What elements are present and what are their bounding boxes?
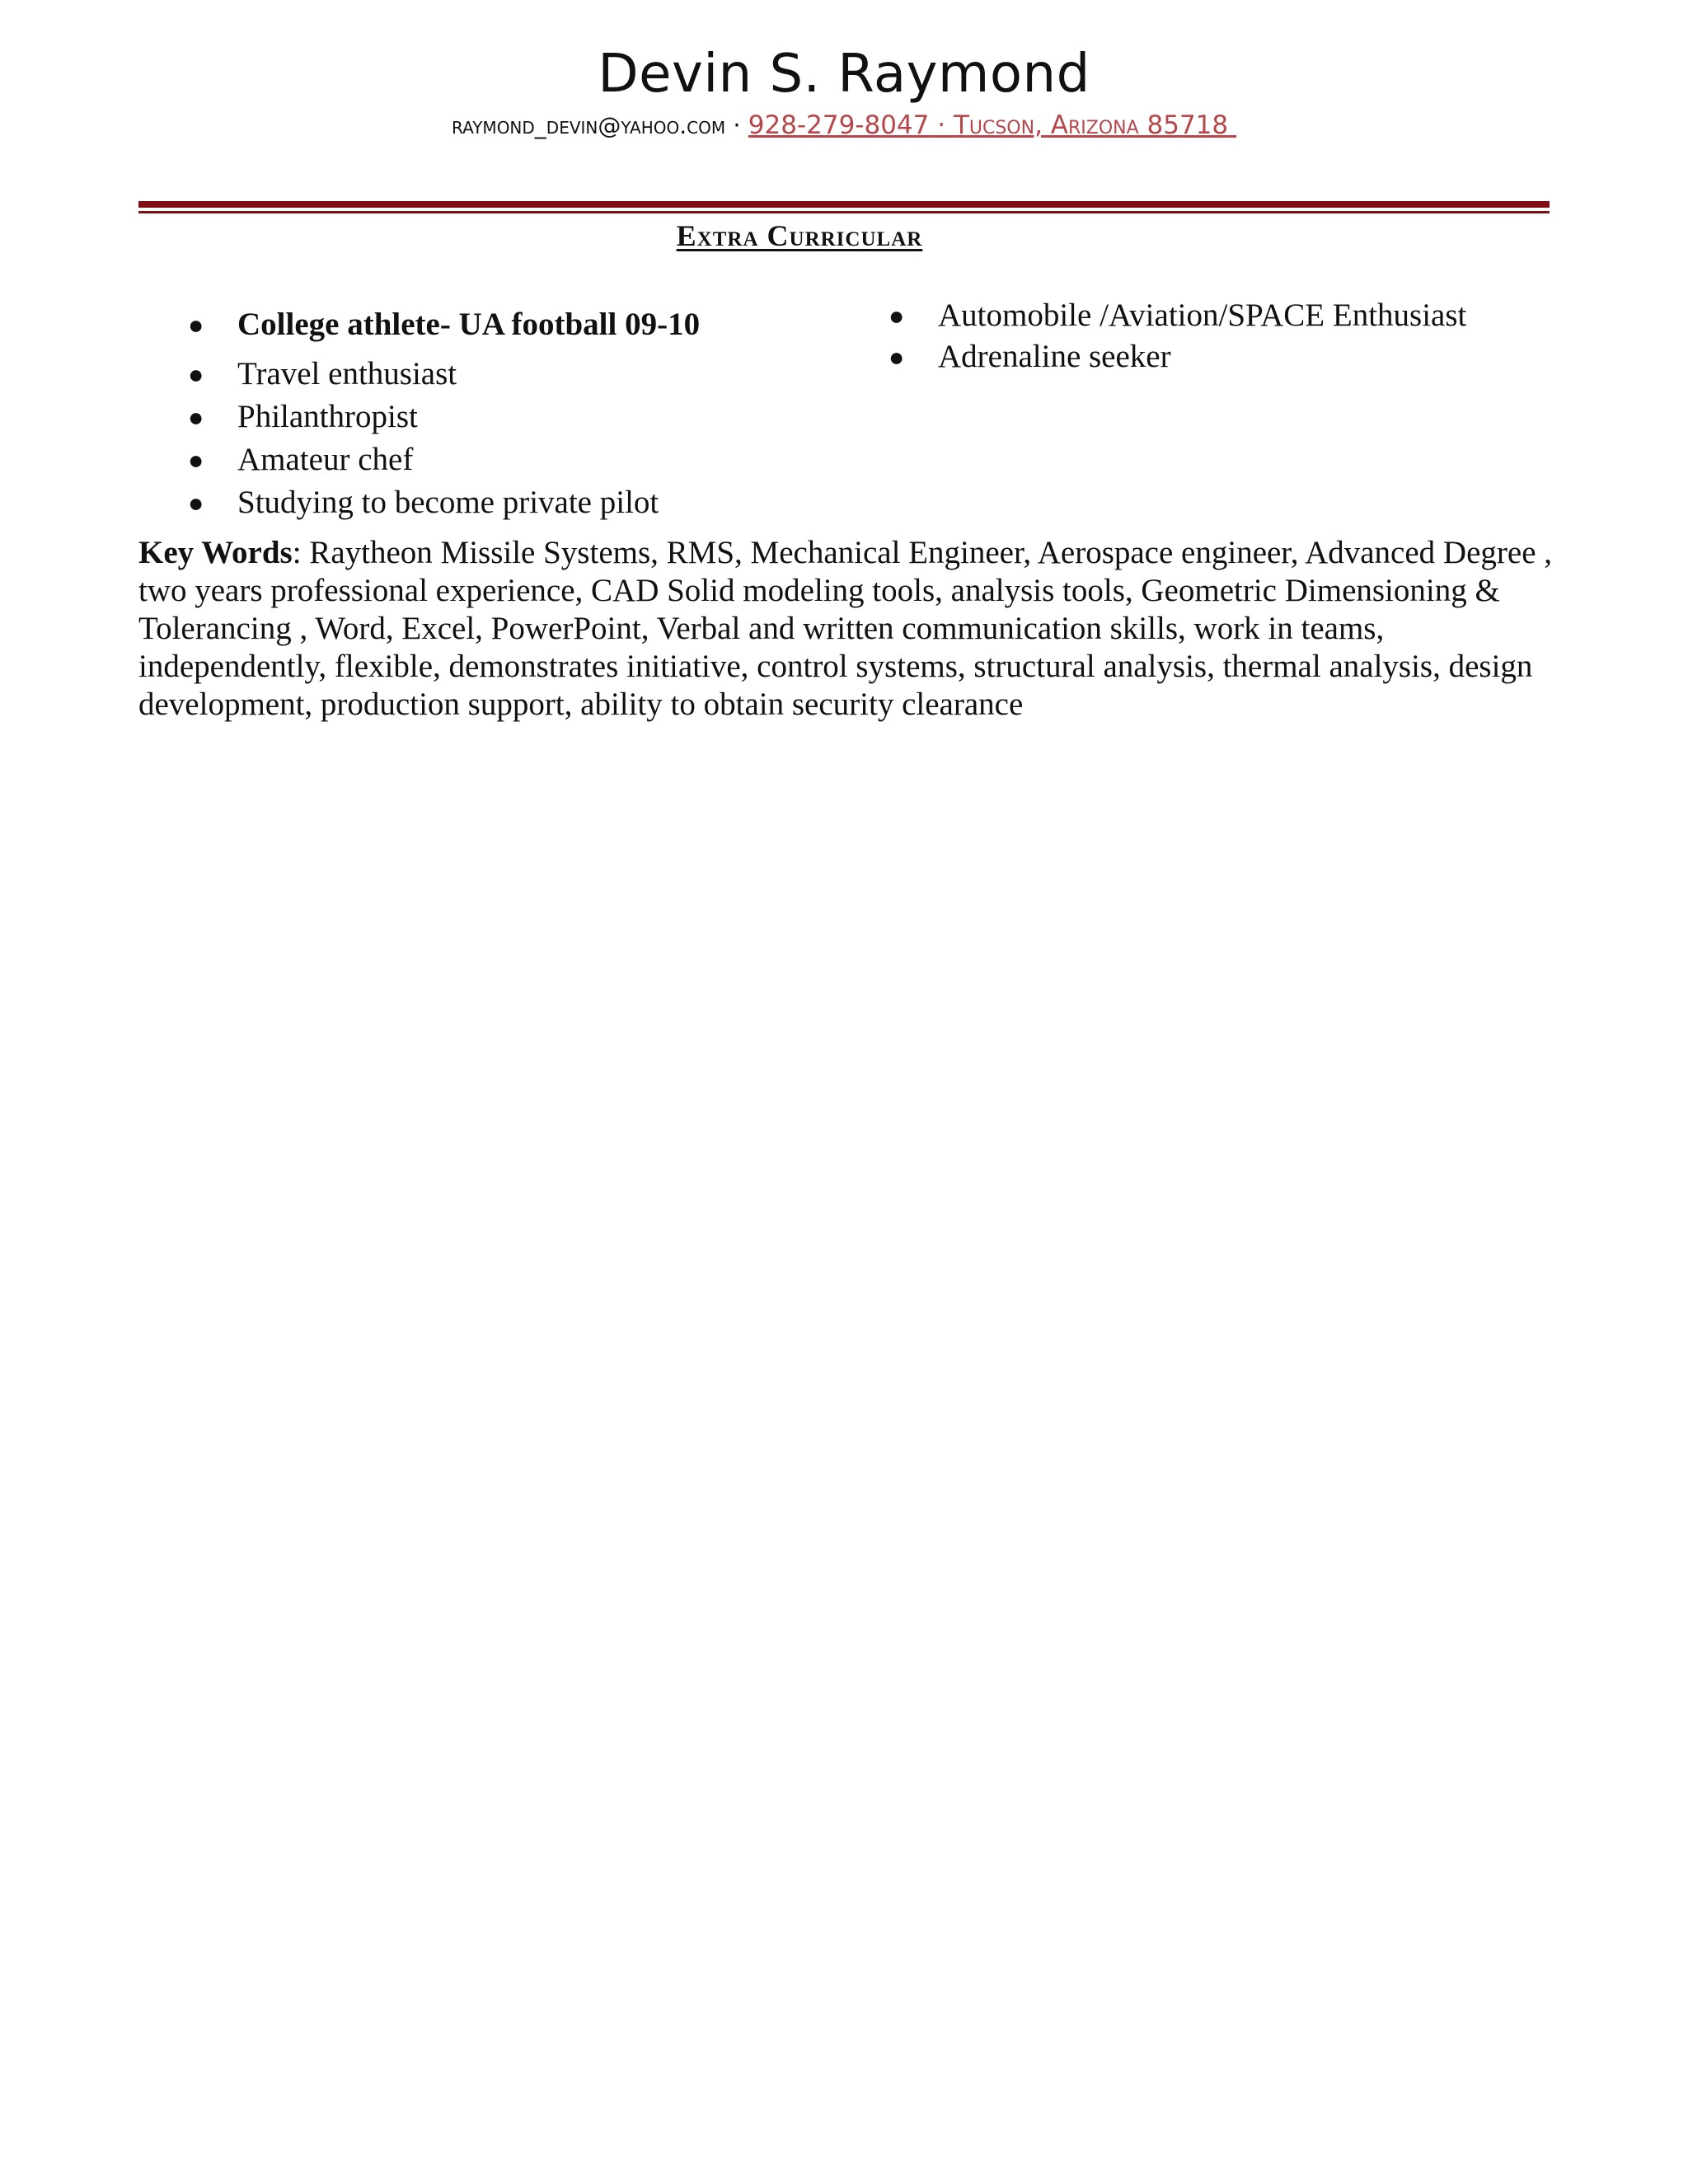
keywords-paragraph — [138, 534, 1556, 724]
section-title-extra-curricular: Extra Curricular — [676, 219, 923, 252]
list-item-text: Amateur chef — [237, 442, 414, 477]
list-item-text: Adrenaline seeker — [938, 339, 1171, 374]
list-item — [839, 336, 1482, 377]
list-item-text: Philanthropist — [237, 399, 418, 434]
bullet-icon: ● — [188, 310, 204, 340]
list-item — [138, 481, 864, 524]
email-address[interactable]: raymond_devin@yahoo.com — [452, 112, 726, 139]
bullet-icon: ● — [188, 402, 204, 432]
phone-location-link[interactable] — [748, 110, 1236, 140]
keywords-label: Key Words — [138, 535, 293, 570]
list-item — [138, 353, 864, 396]
list-item — [138, 438, 864, 481]
bullet-icon: ● — [889, 342, 905, 372]
phone-number: 928-279-8047 — [748, 110, 930, 140]
bullet-icon: ● — [889, 301, 905, 330]
list-item — [839, 295, 1482, 336]
list-item-text: Automobile /Aviation/SPACE Enthusiast — [938, 298, 1467, 333]
contact-separator-2: · — [929, 110, 954, 140]
bullet-icon: ● — [188, 445, 204, 475]
candidate-name: Devin S. Raymond — [598, 44, 1090, 105]
list-item-text: College athlete- UA football 09-10 — [237, 307, 701, 342]
location: Tucson, Arizona 85718 — [953, 110, 1229, 140]
header-divider-thick — [138, 201, 1550, 208]
contact-line — [0, 109, 1688, 143]
keywords-text: : Raytheon Missile Systems, RMS, Mechanical Engineer, Aerospace engineer, Advanced Degree , two years professional experience, CAD Solid modeling tools, analysis tools, Geometric Dimensioning & Tolerancing , Word, Excel, PowerPoint, Verbal and written communication skills, work in teams, independently, flexible, demonstrates initiative, control systems, structural analysis, thermal analysis, design development, production support, ability to obtain security clearance — [138, 535, 1553, 722]
header-divider-thin — [138, 211, 1550, 213]
list-item-text: Studying to become private pilot — [237, 485, 659, 520]
bullet-icon: ● — [188, 488, 204, 518]
list-item-text: Travel enthusiast — [237, 356, 457, 391]
activities-list-right — [839, 295, 1482, 377]
activities-list-left — [138, 300, 864, 524]
bullet-icon: ● — [188, 359, 204, 389]
contact-separator: · — [725, 111, 748, 139]
list-item — [138, 300, 864, 349]
list-item — [138, 396, 864, 438]
